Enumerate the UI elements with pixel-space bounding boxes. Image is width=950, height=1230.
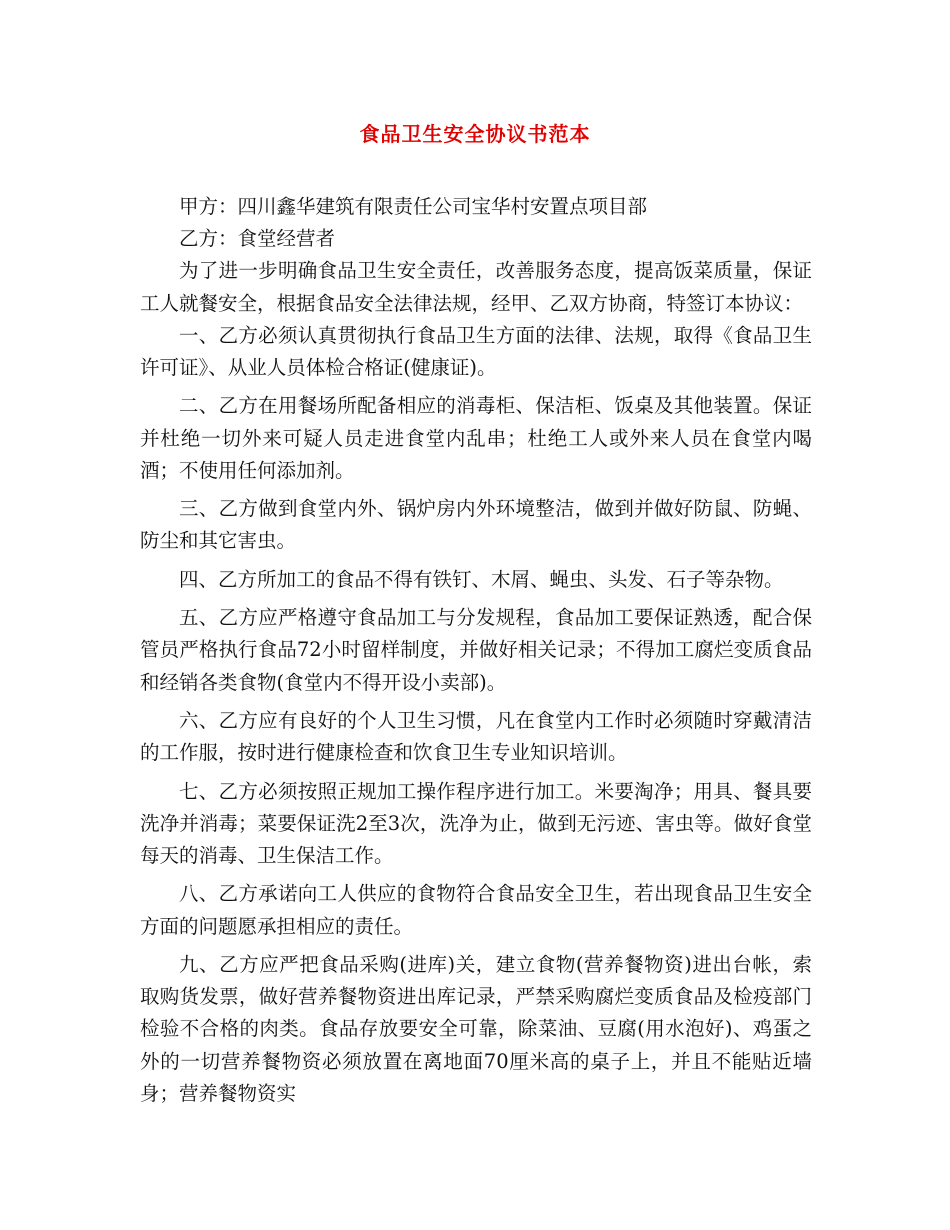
- clause-2-paragraph: 二、乙方在用餐场所配备相应的消毒柜、保洁柜、饭桌及其他装置。保证并杜绝一切外来可疑人员走进食堂内乱串；杜绝工人或外来人员在食堂内喝酒；不使用任何添加剂。: [140, 394, 812, 482]
- clause-8-paragraph: 八、乙方承诺向工人供应的食物符合食品安全卫生，若出现食品卫生安全方面的问题愿承担相应的责任。: [140, 882, 812, 938]
- clause-9-paragraph: 九、乙方应严把食品采购(进库)关，建立食物(营养餐物资)进出台帐，索取购货发票，做好营养餐物资进出库记录，严禁采购腐烂变质食品及检疫部门检验不合格的肉类。食品存放要安全可靠，除菜油、豆腐(用水泡好)、鸡蛋之外的一切营养餐物资必须放置在离地面70厘米高的桌子上，并且不能贴近墙身；营养餐物资实: [140, 952, 812, 1105]
- clause-6-paragraph: 六、乙方应有良好的个人卫生习惯，凡在食堂内工作时必须随时穿戴清洁的工作服，按时进行健康检查和饮食卫生专业知识培训。: [140, 708, 812, 765]
- document-body: [140, 191, 812, 1110]
- clause-3-paragraph: 三、乙方做到食堂内外、锅炉房内外环境整洁，做到并做好防鼠、防蝇、防尘和其它害虫。: [140, 497, 812, 553]
- party-b-line: 乙方：食堂经营者: [179, 227, 336, 251]
- clause-7-paragraph: 七、乙方必须按照正规加工操作程序进行加工。米要淘净；用具、餐具要洗净并消毒；菜要保证洗2至3次，洗净为止，做到无污迹、害虫等。做好食堂每天的消毒、卫生保洁工作。: [140, 779, 812, 867]
- clause-1-paragraph: 一、乙方必须认真贯彻执行食品卫生方面的法律、法规，取得《食品卫生许可证》、从业人员体检合格证(健康证)。: [140, 323, 812, 380]
- clause-4-paragraph: 四、乙方所加工的食品不得有铁钉、木屑、蝇虫、头发、石子等杂物。: [179, 567, 784, 591]
- preamble-paragraph: 为了进一步明确食品卫生安全责任，改善服务态度，提高饭菜质量，保证工人就餐安全，根据食品安全法律法规，经甲、乙双方协商，特签订本协议：: [140, 259, 812, 315]
- clause-5-paragraph: 五、乙方应严格遵守食品加工与分发规程，食品加工要保证熟透，配合保管员严格执行食品72小时留样制度，并做好相关记录；不得加工腐烂变质食品和经销各类食物(食堂内不得开设小卖部)。: [140, 606, 812, 694]
- document-title: 食品卫生安全协议书范本: [359, 122, 591, 146]
- party-a-line: 甲方：四川鑫华建筑有限责任公司宝华村安置点项目部: [179, 195, 648, 218]
